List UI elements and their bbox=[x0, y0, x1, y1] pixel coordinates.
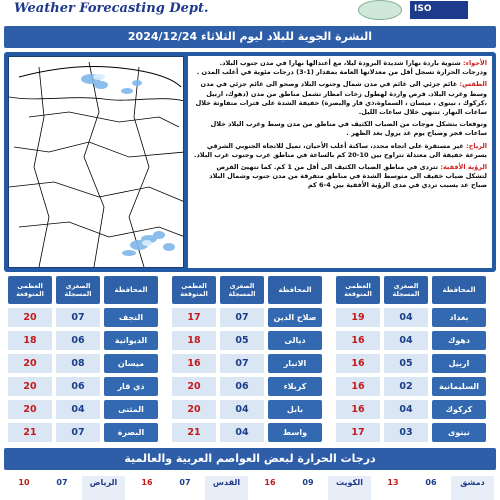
city-name: صلاح الدين bbox=[268, 308, 322, 327]
table-header-max: العظمى المتوقعة bbox=[8, 276, 52, 304]
capital-temp-lo: 07 bbox=[179, 478, 191, 487]
temp-max: 17 bbox=[336, 423, 380, 442]
forecast-label: الطقس: bbox=[459, 80, 487, 89]
table-header-max: العظمى المتوقعة bbox=[336, 276, 380, 304]
city-name: كربلاء bbox=[268, 377, 322, 396]
page-header bbox=[0, 0, 500, 24]
temp-max: 18 bbox=[8, 331, 52, 350]
city-name: ديالى bbox=[268, 331, 322, 350]
forecast-label: الرؤية الأفقية: bbox=[440, 163, 487, 172]
city-name: كركوك bbox=[432, 400, 486, 419]
table-header-min: الصغرى المسجلة bbox=[220, 276, 264, 304]
forecast-atmosphere bbox=[193, 59, 487, 77]
temp-min: 05 bbox=[384, 354, 428, 373]
city-name: السليمانية bbox=[432, 377, 486, 396]
city-name: واسط bbox=[268, 423, 322, 442]
capital-name: الرياض bbox=[82, 476, 125, 500]
temp-max: 20 bbox=[8, 308, 52, 327]
capital-name: دمشق bbox=[451, 476, 494, 500]
temp-max: 19 bbox=[336, 308, 380, 327]
temp-max: 16 bbox=[172, 354, 216, 373]
temp-max: 18 bbox=[172, 331, 216, 350]
capital-temp-lo: 07 bbox=[56, 478, 68, 487]
forecast-fog bbox=[193, 120, 487, 138]
temp-max: 20 bbox=[8, 400, 52, 419]
city-name: البصرة bbox=[104, 423, 158, 442]
city-name: بغداد bbox=[432, 308, 486, 327]
bulletin-title: النشرة الجوية للبلاد ليوم الثلاثاء 2024/12/24 bbox=[4, 26, 496, 48]
iso-logo-icon: ISO bbox=[410, 1, 468, 19]
city-name: دهوك bbox=[432, 331, 486, 350]
temp-min: 05 bbox=[220, 331, 264, 350]
table-header-min: الصغرى المسجلة bbox=[56, 276, 100, 304]
temp-max: 21 bbox=[8, 423, 52, 442]
forecast-body: غير مستقرة على اتجاه محدد، ساكنة أغلب الأحيان، تميل للاتجاه الجنوبي الشرقي بسرعة خفيفة الى معتدلة تتراوح بين 10-20 كم بالساعة في مناطق غرب وجنوب غرب البلاد. bbox=[193, 141, 487, 159]
forecast-body: شتوية باردة نهارا شديدة البرودة ليلا، مع أعتدالها نهارا في مدن جنوب البلاد. ودرجات الحرارة تسجل أقل من معدلاتها العامة بمقدار (1-3) درجات مئوية في أغلب المدن . bbox=[196, 59, 487, 77]
temp-max: 20 bbox=[8, 377, 52, 396]
city-name: بابل bbox=[268, 400, 322, 419]
forecast-body: غائم جزئي الى غائم في مدن شمال وجنوب البلاد وصحو الى غائم جزئي في مدن وسط وغرب البلاد. فرص واردة لهطول زخات امطار تشمل مناطق من مدن (دهوك، اربيل ،كركوك ، نينوى ، ميسان ، السماوة،ذي قار والبصرة) خفيفة الشدة على فترات متفاوتة خلال ساعات النهار. تنتهي خلال ساعات الليل. bbox=[195, 80, 487, 117]
temp-max: 20 bbox=[172, 377, 216, 396]
table-header-city: المحافظة bbox=[104, 276, 158, 304]
table-header-min: الصغرى المسجلة bbox=[384, 276, 428, 304]
forecast-panel bbox=[4, 52, 496, 272]
capital-temp-lo: 09 bbox=[302, 478, 314, 487]
dept-title: Weather Forecasting Dept. bbox=[14, 1, 209, 16]
temp-min: 04 bbox=[220, 423, 264, 442]
temp-min: 06 bbox=[56, 377, 100, 396]
temp-min: 07 bbox=[56, 423, 100, 442]
temp-min: 07 bbox=[220, 308, 264, 327]
city-name: اربيل bbox=[432, 354, 486, 373]
city-table-group bbox=[172, 276, 332, 444]
table-header-max: العظمى المتوقعة bbox=[172, 276, 216, 304]
temp-min: 06 bbox=[56, 331, 100, 350]
temp-max: 16 bbox=[336, 377, 380, 396]
capital-name: الكويت bbox=[328, 476, 371, 500]
table-header-city: المحافظة bbox=[268, 276, 322, 304]
temp-min: 03 bbox=[384, 423, 428, 442]
temp-min: 02 bbox=[384, 377, 428, 396]
city-temperature-tables bbox=[0, 276, 500, 444]
city-name: الديوانية bbox=[104, 331, 158, 350]
temp-min: 07 bbox=[220, 354, 264, 373]
capital-temp-lo: 06 bbox=[425, 478, 437, 487]
city-table-group bbox=[8, 276, 168, 444]
forecast-label: الأجواء: bbox=[463, 59, 487, 67]
table-header-city: المحافظة bbox=[432, 276, 486, 304]
forecast-label: الرياح: bbox=[466, 141, 487, 150]
temp-max: 16 bbox=[336, 354, 380, 373]
temp-max: 20 bbox=[8, 354, 52, 373]
temp-min: 06 bbox=[220, 377, 264, 396]
forecast-visibility bbox=[193, 163, 487, 191]
forecast-weather bbox=[193, 80, 487, 117]
temp-max: 17 bbox=[172, 308, 216, 327]
capital-temp-hi: 13 bbox=[387, 478, 399, 487]
temp-max: 20 bbox=[172, 400, 216, 419]
forecast-wind bbox=[193, 142, 487, 160]
city-name: نينوى bbox=[432, 423, 486, 442]
forecast-body: وتوقعات بتشكل موجات من الضباب الكثيف في مناطق من مدن وسط وغرب البلاد خلال ساعات فجر وصباح يوم غد يزول بعد الظهر . bbox=[210, 120, 487, 138]
temp-min: 07 bbox=[56, 308, 100, 327]
city-name: الانبار bbox=[268, 354, 322, 373]
capital-temp-hi: 10 bbox=[18, 478, 30, 487]
temp-max: 16 bbox=[336, 400, 380, 419]
capital-temp-hi: 16 bbox=[141, 478, 153, 487]
temp-max: 16 bbox=[336, 331, 380, 350]
iraq-map-icon bbox=[9, 57, 184, 268]
city-name: المثنى bbox=[104, 400, 158, 419]
temp-min: 04 bbox=[384, 308, 428, 327]
city-name: ذي قار bbox=[104, 377, 158, 396]
temp-min: 04 bbox=[220, 400, 264, 419]
city-name: ميسان bbox=[104, 354, 158, 373]
ministry-logo-icon bbox=[358, 0, 402, 20]
temp-min: 08 bbox=[56, 354, 100, 373]
satellite-map bbox=[8, 56, 184, 268]
forecast-body: تتردى في مناطق الضباب الكثيف الى أقل من 1 كم. كما تتهيئ الفرص لتشكل ضباب خفيف الى متوسط الشدة في مناطق متفرقة من مدن جنوب وشمال البلاد صباح غد يسبب تردي في مدى الرؤية الأفقية بين 4-6 كم bbox=[209, 163, 487, 190]
city-name: النجف bbox=[104, 308, 158, 327]
forecast-text bbox=[188, 56, 492, 268]
capital-temp-hi: 16 bbox=[264, 478, 276, 487]
temp-max: 21 bbox=[172, 423, 216, 442]
temp-min: 04 bbox=[384, 400, 428, 419]
city-table-group bbox=[336, 276, 496, 444]
capitals-title: درجات الحرارة لبعض العواصم العربية والعالمية bbox=[4, 448, 496, 470]
capital-name: القدس bbox=[205, 476, 248, 500]
temp-min: 04 bbox=[56, 400, 100, 419]
temp-min: 04 bbox=[384, 331, 428, 350]
